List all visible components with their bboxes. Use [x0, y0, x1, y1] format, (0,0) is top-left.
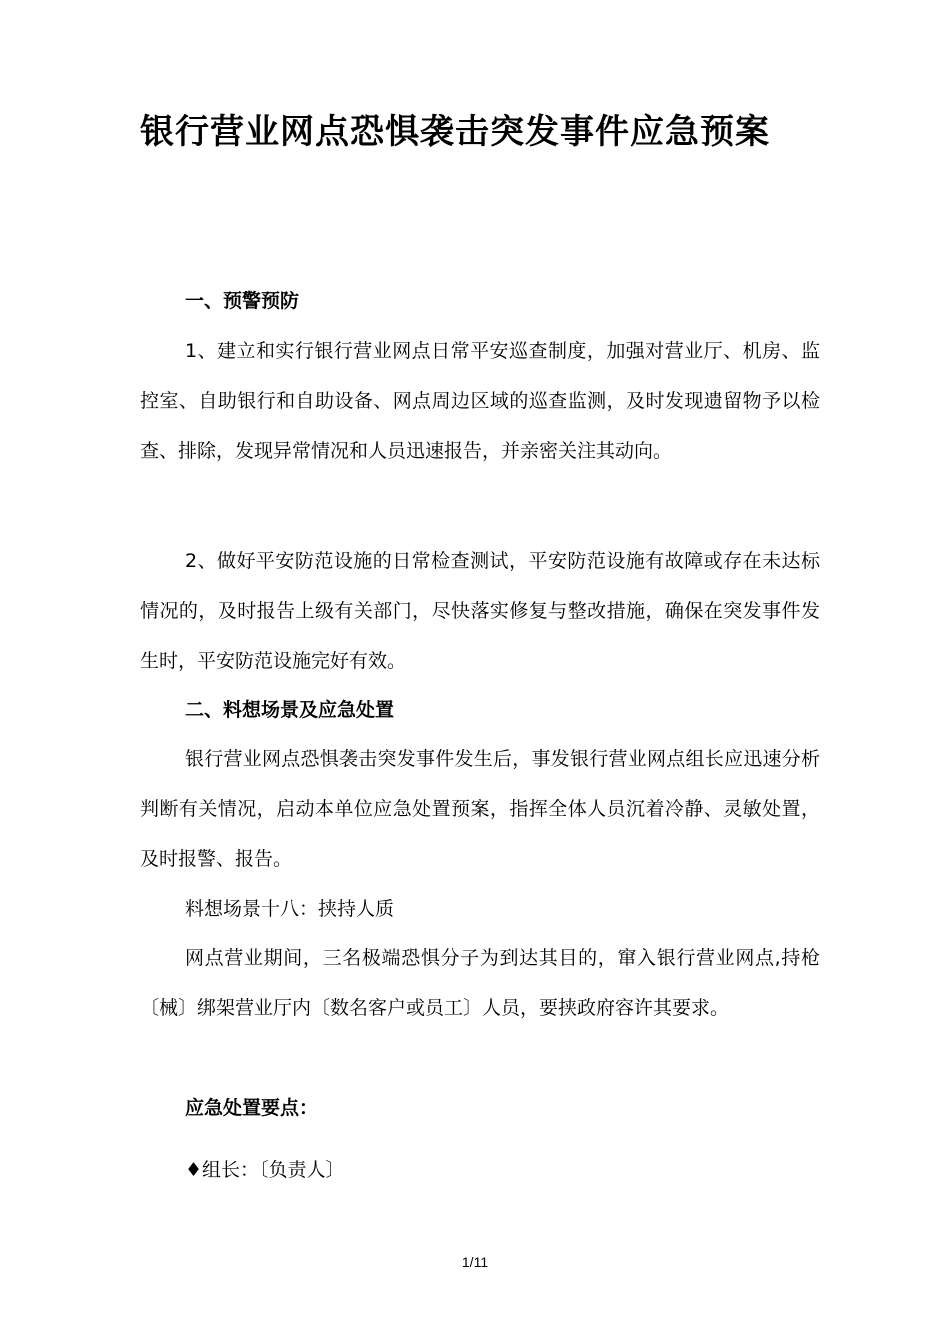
page-number: 1/11 [461, 1254, 489, 1270]
paragraph-facility-check: 2、做好平安防范设施的日常检查测试，平安防范设施有故障或存在未达标情况的，及时报告上级有关部门，尽快落实修复与整改措施，确保在突发事件发生时，平安防范设施完好有效。 [140, 550, 820, 672]
leader-item: ♦组长：〔负责人〕 [185, 1159, 345, 1181]
paragraph-hostage-scenario: 网点营业期间，三名极端恐惧分子为到达其目的，窜入银行营业网点,持枪〔械〕绑架营业厅内〔数名客户或员工〕人员，要挟政府容许其要求。 [140, 947, 820, 1019]
paragraph-emergency-response: 银行营业网点恐惧袭击突发事件发生后，事发银行营业网点组长应迅速分析判断有关情况，启动本单位应急处置预案，指挥全体人员沉着冷静、灵敏处置，及时报警、报告。 [140, 748, 820, 870]
scenario-label: 料想场景十八：挟持人质 [185, 898, 395, 920]
section-heading-scenarios: 二、料想场景及应急处置 [185, 699, 395, 721]
section-heading-prevention: 一、预警预防 [185, 290, 300, 312]
document-title: 银行营业网点恐惧袭击突发事件应急预案 [140, 112, 770, 152]
paragraph-patrol-system: 1、建立和实行银行营业网点日常平安巡查制度，加强对营业厅、机房、监控室、自助银行和自助设备、网点周边区域的巡查监测，及时发现遗留物予以检查、排除，发现异常情况和人员迅速报告，并亲密关注其动向。 [140, 340, 820, 462]
key-points-heading: 应急处置要点： [185, 1097, 319, 1119]
